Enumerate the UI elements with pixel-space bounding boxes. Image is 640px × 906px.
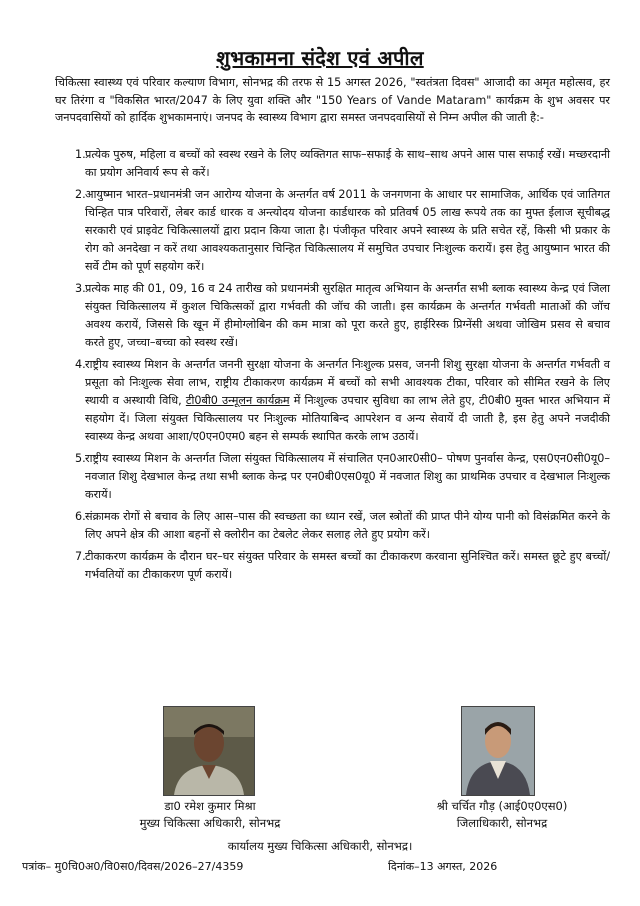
dm-name: श्री चर्चित गौड़ (आई0ए0एस0) [436,799,568,813]
intro-paragraph: चिकित्सा स्वास्थ्य एवं परिवार कल्याण विभाग, सोनभद्र की तरफ से 15 अगस्त 2026, "स्वतंत्रता दिवस" आजादी का अमृत महोत्सव, हर घर तिरंगा व "विकसित भारत/2047 के लिए युवा शक्ति और "150 Years of Vande Mataram" कार्यक्रम के शुभ अवसर पर जनपदवासियों को हार्दिक शुभकामनाएं। जनपद के स्वास्थ्य विभाग द्वारा समस्त जनपदवासियों से निम्न अपील की जाती है:- [55,76,610,124]
reference-number: पत्रांक– मु0चि0अ0/वि0स0/दिवस/2026–27/4359 [22,860,244,873]
item-text: प्रत्येक माह की 01, 09, 16 व 24 तारीख को प्रधानमंत्री सुरक्षित मातृत्व अभियान के अन्तर्गत सभी ब्लाक स्वास्थ्य केन्द्र एवं जिला संयुक्त चिकित्सालय में कुशल चिकित्सकों द्वारा गर्भवती की जॉच की जाती। इस कार्यक्रम के अन्तर्गत गर्भवती माताओं की जॉच अवश्य करायें, जिससे कि खून में हीमोग्लोबिन की कम मात्रा को पूरा करते हुए, हाईरिस्क प्रिग्नेंसी अथवा जोखिम प्रसव से बचाव करते हुए, जच्चा–बच्चा को स्वस्थ रखें। [85,282,610,349]
item-text: प्रत्येक पुरुष, महिला व बच्चों को स्वस्थ रखने के लिए व्यक्तिगत साफ–सफाई के साथ–साथ अपने आस पास सफाई रखें। मच्छरदानी का प्रयोग अनिवार्य रूप से करें। [85,148,610,179]
item-number: 6. [75,510,86,523]
item-number: 7. [75,550,86,563]
item-number: 5. [75,452,86,465]
tb-program-underlined: टी0बी0 उन्मूलन कार्यक्रम [185,394,290,407]
cmo-signature-block [92,798,328,832]
dm-photo [461,706,535,796]
cmo-photo [163,706,255,796]
item-text: आयुष्मान भारत–प्रधानमंत्री जन आरोग्य योजना के अन्तर्गत वर्ष 2011 के जनगणना के आधार पर सामाजिक, आर्थिक एवं जातिगत चिन्हित पात्र परिवारों, लेबर कार्ड धारक व अन्त्योदय योजना कार्डधारक को प्रतिवर्ष 05 लाख रूपये तक का मुफ्त ईलाज सूचीबद्ध सरकारी एवं प्राइवेट चिकित्सालयों द्वारा प्रदान किया जाता है। पंजीकृत परिवार अपने स्वास्थ्य के प्रति सचेत रहें, किसी भी प्रकार के रोग को अनदेखा न करें तथा आवश्यकतानुसार चिन्हित चिकित्सालय में समुचित उपचार निःशुल्क करायें। इस हेतु आयुष्मान भारत की सर्वे टीम को पूर्ण सहयोग करें। [85,188,610,273]
notice-title: शुभकामना संदेश एवं अपील [216,46,424,70]
appeal-list [55,146,610,588]
appeal-item-3 [55,280,610,352]
dm-signature-block [384,798,620,832]
item-number: 3. [75,282,86,295]
item-number: 1. [75,148,86,161]
item-number: 4. [75,358,86,371]
cmo-name: डा0 रमेश कुमार मिश्रा [164,799,256,813]
item-number: 2. [75,188,86,201]
appeal-item-2 [55,186,610,276]
item-text: राष्ट्रीय स्वास्थ्य मिशन के अन्तर्गत जननी सुरक्षा योजना के अन्तर्गत निःशुल्क प्रसव, जननी शिशु सुरक्षा योजना के अन्तर्गत गर्भवती व प्रसूता को निःशुल्क सेवा लाभ, राष्ट्रीय टीकाकरण कार्यक्रम में बच्चों को सभी आवश्यक टीका, परिवार को सीमित रखने के लिए स्थायी व अस्थायी विधि, [85,358,610,407]
office-line: कार्यालय मुख्य चिकित्सा अधिकारी, सोनभद्र। [227,839,413,853]
appeal-item-1 [55,146,610,182]
cmo-designation: मुख्य चिकित्सा अधिकारी, सोनभद्र [139,816,281,830]
document-date: दिनांक–13 अगस्त, 2026 [388,860,498,873]
item-text: संक्रामक रोगों से बचाव के लिए आस–पास की स्वच्छता का ध्यान रखें, जल स्त्रोतों की प्राप्त पीने योग्य पानी को विसंक्रमित करने के लिए अपने क्षेत्र की आशा बहनों से क्लोरीन का टेबलेट लेकर सलाह लेते हुए प्रयोग करें। [85,510,610,541]
item-text: राष्ट्रीय स्वास्थ्य मिशन के अन्तर्गत जिला संयुक्त चिकित्सालय में संचालित एन0आर0सी0– पोषण पुनर्वास केन्द्र, एस0एन0सी0यू0–नवजात शिशु देखभाल केन्द्र तथा सभी ब्लाक केन्द्र पर एन0बी0एस0यू0 में नवजात शिशु का प्राथमिक उपचार व देखभाल निःशुल्क करायें। [85,452,610,501]
appeal-item-7 [55,548,610,584]
appeal-item-5 [55,450,610,504]
item-text-cont: में निःशुल्क उपचार सुविधा का लाभ लेते हुए, टी0बी0 मुक्त भारत अभियान में सहयोग दें। जिला संयुक्त चिकित्सालय पर निःशुल्क मोतियाबिन्द आपरेशन व अन्य सेवायें दी जाती है, इस हेतु अपने नजदीकी स्वास्थ्य केन्द्र अथवा आशा/ए0एन0एम0 बहन से सम्पर्क स्थापित करके लाभ उठायें। [85,394,610,443]
appeal-item-4 [55,356,610,446]
person-portrait-icon [462,707,534,795]
person-portrait-icon [164,707,254,795]
item-text: टीकाकरण कार्यक्रम के दौरान घर–घर संयुक्त परिवार के समस्त बच्चों का टीकाकरण करवाना सुनिश्चित करें। समस्त छूटे हुए बच्चों/गर्भवतियों का टीकाकरण पूर्ण करायें। [85,550,610,581]
dm-designation: जिलाधिकारी, सोनभद्र [456,816,548,830]
appeal-item-6 [55,508,610,544]
